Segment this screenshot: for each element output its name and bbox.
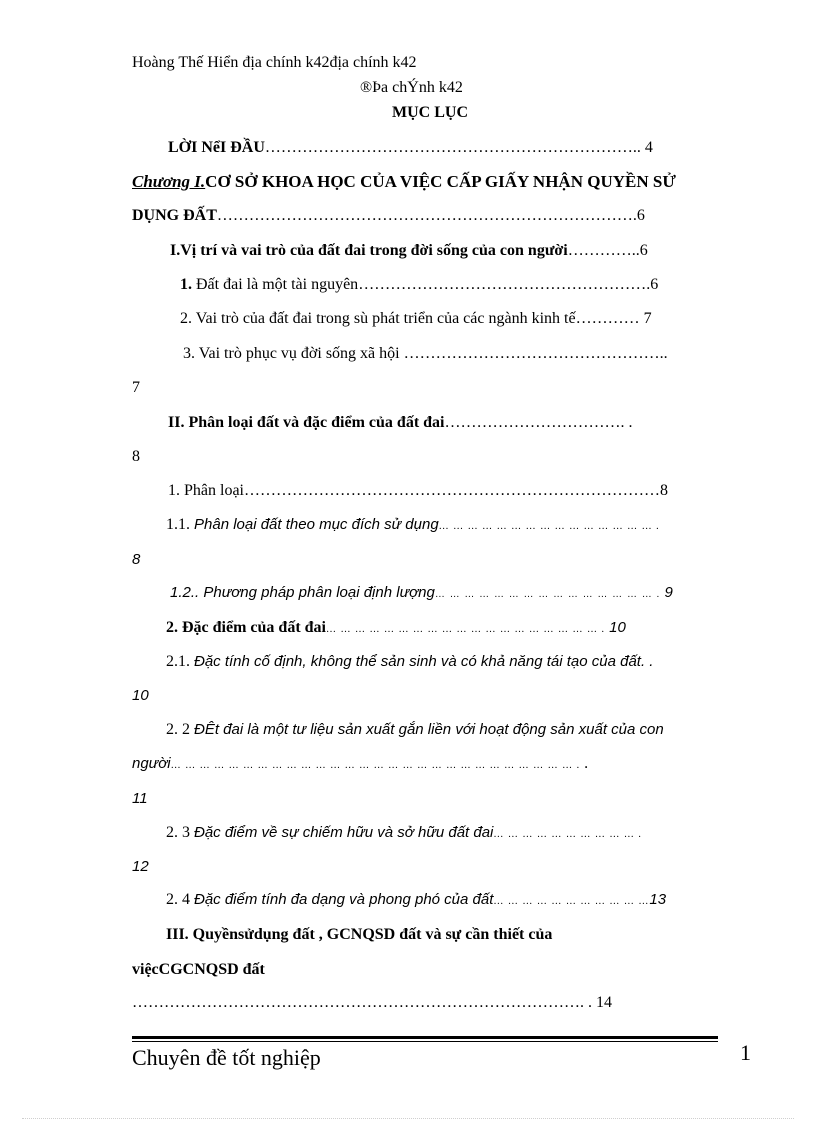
toc-entry-chapter-1 [132,172,676,192]
toc-dots: ………………………………………………. [358,276,651,293]
toc-page-wrap: 8 [132,448,140,465]
toc-dots: ……………………………………………………………………. [216,207,637,224]
toc-dots: ……………………………. . [444,414,633,431]
toc-entry-label: người [132,755,171,772]
toc-dots: ………….. [567,242,640,259]
toc-page: 10 [605,619,626,636]
toc-page: 9 [660,584,673,601]
toc-entry-label: 2. Đặc điểm của đất đai [166,619,326,636]
toc-dots: …………………………………………………………………………. [132,994,584,1011]
toc-dots: …………………………………………………………………… [244,482,660,499]
chapter-prefix: Chương I. [132,172,206,191]
toc-entry-label: LỜI NểI ĐẦU [168,139,265,156]
toc-page: . 14 [584,994,612,1011]
toc-entry-label: Phân loại đất theo mục đích sử dụng [194,516,439,533]
toc-dots: ………… [575,310,640,327]
toc-entry-label: II. Phân loại đất và đặc điểm của đất đai [168,414,445,431]
toc-dots: … … … … … … … … … … … … … … … . [434,589,661,600]
toc-entry-label: ĐÊt đai là một tư liệu sản xuất gắn liền với hoạt động sản xuất của con [194,721,664,738]
toc-entry-2-1 [168,481,668,501]
toc-title: MỤC LỤC [392,104,468,121]
toc-dots: … … … … … … … … … … … … … … … … … … … … … … … … … … … … . [170,760,581,771]
toc-entry-label: Đặc tính cố định, không thể sản sinh và có khả năng tái tạo của đất. . [194,653,654,670]
toc-page: 4 [640,139,653,156]
toc-entry-number: 1. [180,276,192,293]
toc-entry-number: 1.1. [166,516,194,533]
toc-page: 13 [649,891,667,908]
toc-entry-chapter-1-cont [132,206,645,226]
toc-page-wrap: 8 [132,551,141,568]
page-number: 1 [740,1040,751,1065]
toc-entry-number: 2. 3 [166,824,194,841]
toc-page: 6 [650,276,659,293]
toc-dots: ………………………………………….. [403,345,668,362]
toc-page-wrap: 7 [132,379,140,396]
toc-entry-label: I.Vị trí và vai trò của đất đai trong đời sống của con người [170,242,568,259]
toc-entry-number: 2. 4 [166,891,194,908]
toc-page: 6 [639,242,648,259]
toc-entry-section-3-dots [132,993,612,1013]
toc-dots: … … … … … … … … … … … [493,896,650,907]
toc-page: 7 [639,310,652,327]
toc-dots: … … … … … … … … … … … … … … … … … … … . [326,624,605,635]
footer-divider-thick [132,1036,718,1039]
toc-entry-2-2-2 [166,720,664,740]
toc-page-wrap: 11 [132,790,148,807]
toc-entry-2 [180,309,652,329]
toc-page-wrap: 10 [132,687,149,704]
toc-entry-label: 2. Vai trò của đất đai trong sù phát triển của các ngành kinh tế [180,310,576,327]
toc-entry-label: Đặc điểm tính đa dạng và phong phó của đất [194,891,494,908]
toc-entry-section-2 [168,413,632,433]
toc-entry-1 [180,275,658,295]
toc-entry-label: 3. Vai trò phục vụ đời sống xã hội [183,345,404,362]
toc-entry-label: Đặc điểm về sự chiếm hữu và sở hữu đất đai [194,824,494,841]
toc-entry-number: 2.1. [166,653,194,670]
toc-entry-label: Đất đai là một tài nguyên [192,276,359,293]
toc-entry-2-2-4 [166,890,666,912]
toc-dots: …………………………………………………………….. [264,139,641,156]
toc-entry-label: DỤNG ĐẤT [132,207,217,224]
toc-entry-label: CƠ SỞ KHOA HỌC CỦA VIỆC CẤP GIẤY NHẬN QUYỀN SỬ [205,172,676,191]
toc-entry-2-2-3 [166,823,642,845]
toc-dots: … … … … … … … … … … … … … … … . [438,521,660,532]
toc-entry-label: 1. Phân loại [168,482,244,499]
toc-entry-2-2 [166,618,626,640]
toc-entry-label: 1.2.. Phương pháp phân loại định lượng [170,584,435,601]
toc-entry-2-1-1 [166,515,660,537]
toc-entry-preface [168,138,653,158]
toc-entry-2-2-2-cont: người… … … … … … … … … … … … … … … … … … … … … … … … … … … … . . [132,755,589,772]
toc-page-wrap: 12 [132,858,149,875]
footer-title: Chuyên đề tốt nghiệp [132,1045,321,1070]
toc-page: 8 [660,482,668,499]
footer-divider-thin [132,1041,718,1042]
toc-entry-number: 2. 2 [166,721,194,738]
toc-entry-3 [183,344,668,364]
toc-entry-section-1 [170,241,648,261]
toc-page: 6 [636,207,645,224]
toc-dots: … … … … … … … … … … . [493,829,642,840]
toc-entry-section-3-cont: việcCGCNQSD đất [132,961,265,978]
toc-entry-2-1-2 [170,583,673,605]
header-author: Hoàng Thế Hiển địa chính k42địa chính k42 [132,54,417,71]
header-department: ®Þa chÝnh k42 [360,79,463,96]
page-bottom-border [22,1118,794,1119]
toc-entry-2-2-1 [166,652,653,672]
toc-entry-section-3: III. Quyềnsửdụng đất , GCNQSD đất và sự cần thiết của [166,926,553,943]
